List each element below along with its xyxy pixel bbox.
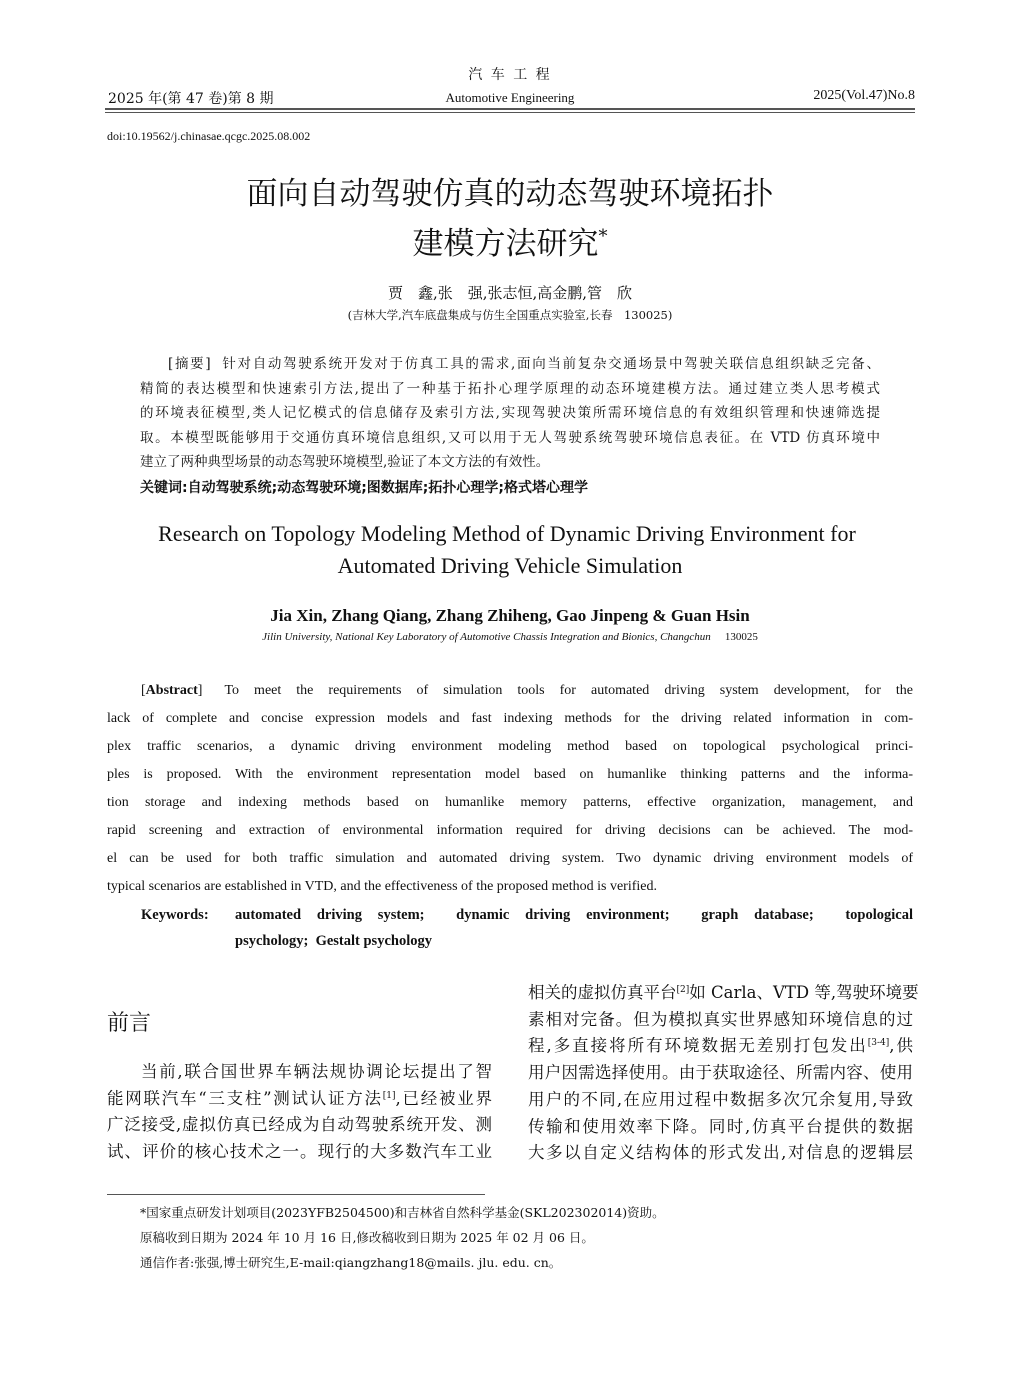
keywords-en: Keywords: automated driving system; dynamic driving environment; graph database; topological psychology; Gestalt psychology: [141, 907, 913, 949]
received-date: 原稿收到日期为 2024 年 10 月 16 日,修改稿收到日期为 2025 年 02 月 06 日。: [140, 1230, 594, 1245]
funding-note: *国家重点研发计划项目(2023YFB2504500)和吉林省自然科学基金(SKL202302014)资助。: [140, 1205, 665, 1220]
journal-name-en: Automotive Engineering: [445, 90, 575, 105]
journal-name-cn: 汽 车 工 程: [468, 67, 552, 83]
title-cn-line-1: 面向自动驾驶仿真的动态驾驶环境拓扑: [246, 176, 774, 212]
citation: [1]: [382, 1090, 396, 1101]
issue-cn: 2025 年(第 47 卷)第 8 期: [108, 91, 274, 107]
abstract-cn: [摘要] 针对自动驾驶系统开发对于仿真工具的需求,面向当前复杂交通场景中驾驶关联信息组织缺乏完备、 精简的表达模型和快速索引方法,提出了一种基于拓扑心理学原理的动态环境建模方法。通过建立类人思考模式 的环境表征模型,类人记忆模式的信息储存及索引方法,实现驾驶决策所需环境信息的有效组织管理和快速筛选提 取。本模型既能够用于交通仿真环境信息组织,又可以用于无人驾驶系统驾驶环境信息表征。在 VTD 仿真环境中 建立了两种典型场景的动态驾驶环境模型,验证了本文方法的有效性。 关键词:自动驾驶系统;动态驾驶环境;图数据库;拓扑心理学;格式塔心理学: [140, 352, 880, 500]
affiliation-cn: (吉林大学,汽车底盘集成与仿生全国重点实验室,长春 130025): [347, 308, 673, 322]
abstract-en-label: Abstract: [145, 683, 198, 698]
corresponding-author: 通信作者:张强,博士研究生,E-mail:qiangzhang18@mails. jlu. edu. cn。: [140, 1255, 562, 1270]
abstract-en: [Abstract] To meet the requirements of simulation tools for automated driving system development, for the lack of complete and concise expression models and fast indexing methods for the driving related information in com- plex traffic scenarios, a dynamic driving environment modeling method based on topological psychological princi- ples is proposed. With the environment representation model based on humanlike thinking patterns and the informa- tion storage and indexing methods based on humanlike memory patterns, effective organization, management, and rapid screening and extraction of environmental information required for driving decisions can be achieved. The mod- el can be used for both traffic simulation and automated driving system. Two dynamic driving environment models of typical scenarios are established in VTD, and the effectiveness of the proposed method is verified.: [107, 683, 913, 894]
authors-en: Jia Xin, Zhang Qiang, Zhang Zhiheng, Gao Jinpeng & Guan Hsin: [270, 606, 750, 625]
citation: [2]: [676, 985, 690, 995]
abstract-cn-label: [摘要]: [168, 356, 211, 372]
title-footnote-mark: *: [598, 226, 608, 247]
footnotes: [140, 1200, 665, 1275]
citation: [3-4]: [867, 1038, 890, 1049]
title-en-line-2: Automated Driving Vehicle Simulation: [337, 553, 683, 578]
header-rule: [105, 108, 915, 110]
keywords-cn: 关键词:自动驾驶系统;动态驾驶环境;图数据库;拓扑心理学;格式塔心理学: [140, 479, 588, 496]
section-heading: 前言: [107, 1011, 152, 1036]
affiliation-en: Jilin University, National Key Laboratory of Automotive Chassis Integration and Bionics, Changchun 130025: [262, 631, 758, 643]
body-right-column: 相关的虚拟仿真平台[2]如 Carla、VTD 等,驾驶环境要 素相对完备。但为模拟真实世界感知环境信息的过 程,多直接将所有环境数据无差别打包发出[3-4],供 用户因需选择使用。由于获取途径、所需内容、使用 用户的不同,在应用过程中数据多次冗余复用,导致 传输和使用效率下降。同时,仿真平台提供的数据 大多以自定义结构体的形式发出,对信息的逻辑层: [528, 983, 919, 1163]
title-cn-line-2: 建模方法研究*: [412, 226, 608, 262]
footnote-rule: [107, 1194, 485, 1195]
authors-cn: 贾 鑫,张 强,张志恒,高金鹏,管 欣: [387, 284, 633, 302]
body-left-column: 当前,联合国世界车辆法规协调论坛提出了智 能网联汽车“三支柱”测试认证方法[1],已经被业界 广泛接受,虚拟仿真已经成为自动驾驶系统开发、测 试、评价的核心技术之一。现行的大多数汽车工业: [107, 1062, 492, 1162]
header-rule-thin: [105, 112, 915, 113]
title-en-line-1: Research on Topology Modeling Method of Dynamic Driving Environment for: [158, 521, 856, 546]
doi: doi:10.19562/j.chinasae.qcgc.2025.08.002: [107, 129, 311, 143]
issue-en: 2025(Vol.47)No.8: [813, 88, 915, 103]
